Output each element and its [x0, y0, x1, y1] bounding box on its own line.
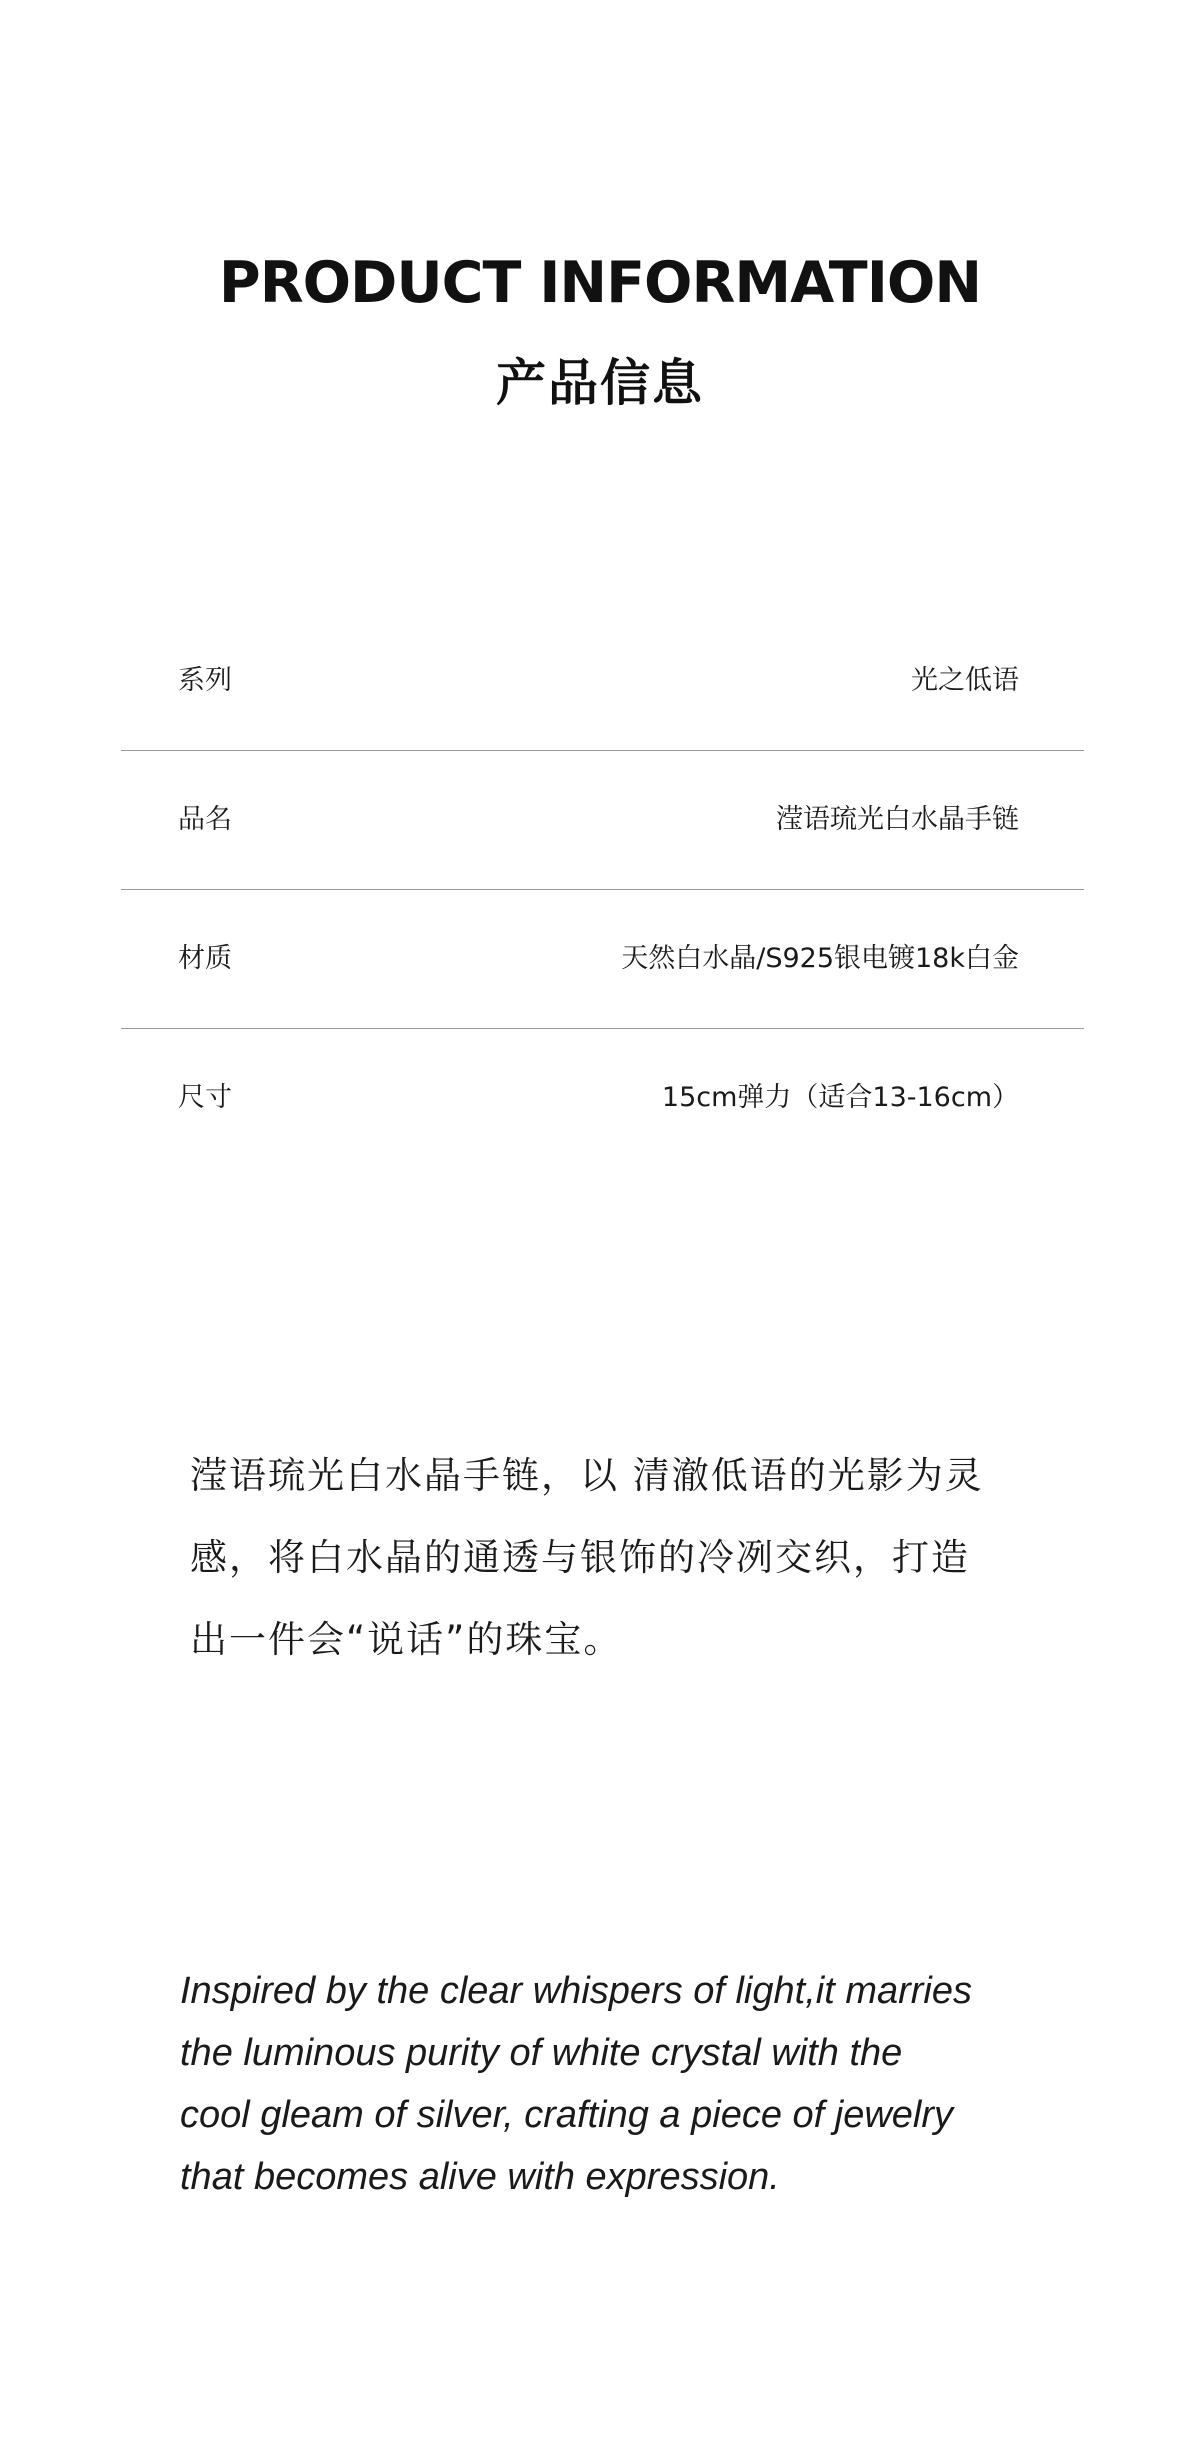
description-en: Inspired by the clear whispers of light,it marries the luminous purity of white crystal with the cool gleam of silver, crafting a piece of jewelry that becomes alive with expression.	[180, 1970, 972, 2198]
info-row-series	[121, 612, 1084, 751]
product-info-table	[121, 612, 1084, 1167]
info-label: 材质	[178, 943, 232, 974]
info-label: 品名	[178, 804, 232, 835]
info-value: 15cm弹力（适合13-16cm）	[661, 1082, 1019, 1113]
page-title-en: PRODUCT INFORMATION	[218, 250, 982, 316]
info-value: 光之低语	[911, 665, 1019, 696]
info-row-size	[121, 1029, 1084, 1167]
info-row-product-name	[121, 751, 1084, 890]
description-cn: 滢语琉光白水晶手链，以 清澈低语的光影为灵 感，将白水晶的通透与银饰的冷冽交织，打造 出一件会“说话”的珠宝。	[190, 1454, 984, 1661]
info-value: 滢语琉光白水晶手链	[776, 804, 1019, 835]
info-row-material	[121, 890, 1084, 1029]
info-label: 系列	[178, 665, 232, 696]
page-title-cn: 产品信息	[496, 354, 704, 412]
info-value: 天然白水晶/S925银电镀18k白金	[621, 943, 1019, 974]
info-label: 尺寸	[178, 1082, 232, 1113]
